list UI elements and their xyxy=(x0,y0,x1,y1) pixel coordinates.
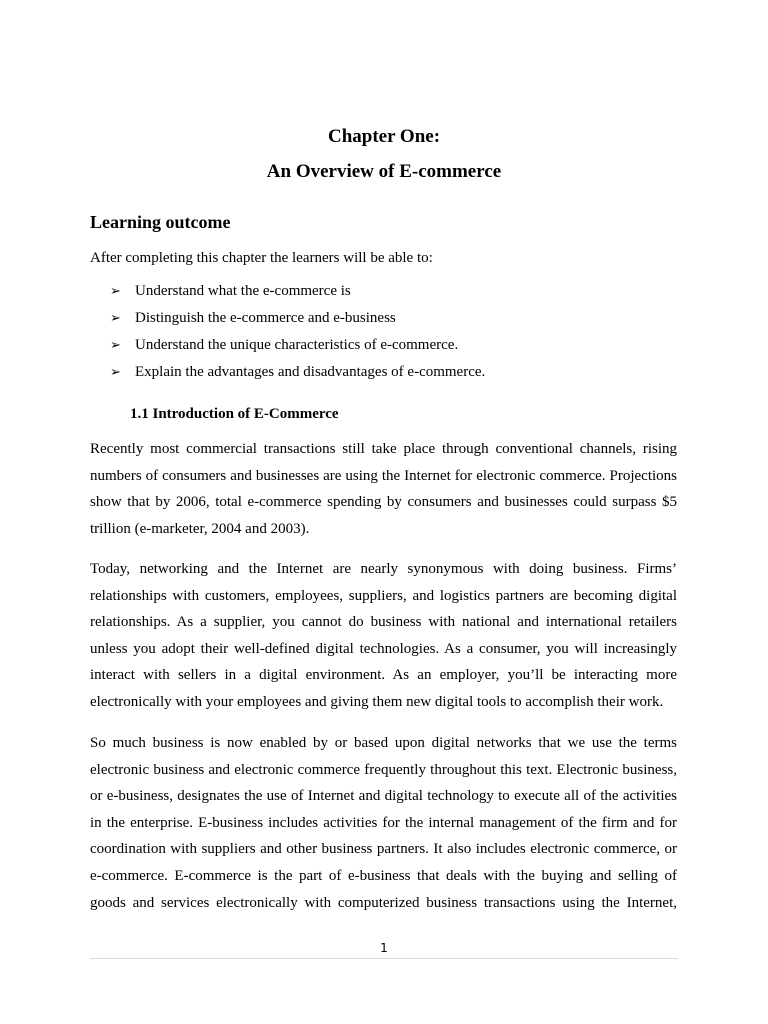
arrow-bullet-icon: ➢ xyxy=(110,365,121,380)
paragraph: Today, networking and the Internet are nearly synonymous with doing business. Firms’ relationships with customers, employees, suppliers, and logistics partners are becoming digital relationships. As a supplier, you cannot do business with national and international retailers unless you adopt their well-defined digital technologies. As a consumer, you will increasingly interact with sellers in a digital environment. As an employer, you’ll be interacting more electronically with your employees and giving them new digital tools to accomplish their work. xyxy=(90,561,677,710)
list-item-text: Understand what the e-commerce is xyxy=(135,283,351,299)
list-item xyxy=(110,337,485,364)
list-item-text: Understand the unique characteristics of e-commerce. xyxy=(135,337,459,353)
learning-outcome-intro: After completing this chapter the learners will be able to: xyxy=(90,250,433,266)
section-heading: 1.1 Introduction of E-Commerce xyxy=(130,406,339,422)
list-item xyxy=(110,310,485,337)
learning-outcome-list xyxy=(110,283,485,391)
paragraph: Recently most commercial transactions still take place through conventional channels, rising numbers of consumers and businesses are using the Internet for electronic commerce. Projections show that by 2006, total e-commerce spending by consumers and businesses could surpass $5 trillion (e-marketer, 2004 and 2003). xyxy=(90,441,677,537)
learning-outcome-heading: Learning outcome xyxy=(90,212,231,232)
chapter-title: Chapter One: xyxy=(327,126,441,147)
arrow-bullet-icon: ➢ xyxy=(110,338,121,353)
list-item xyxy=(110,364,485,391)
chapter-subtitle: An Overview of E-commerce xyxy=(266,161,502,182)
arrow-bullet-icon: ➢ xyxy=(110,311,121,326)
list-item xyxy=(110,283,485,310)
footer-divider xyxy=(90,958,678,959)
page-number: 1 xyxy=(380,941,388,955)
paragraph: So much business is now enabled by or based upon digital networks that we use the terms electronic business and electronic commerce frequently throughout this text. Electronic business, or e-business, designates the use of Internet and digital technology to execute all of the activities in the enterprise. E-business includes activities for the internal management of the firm and for coordination with suppliers and other business partners. It also includes electronic commerce, or e-commerce. E-commerce is the part of e-business that deals with the buying and selling of goods and services electronically with computerized business transactions using the Internet, xyxy=(90,735,677,911)
arrow-bullet-icon: ➢ xyxy=(110,284,121,299)
list-item-text: Explain the advantages and disadvantages of e-commerce. xyxy=(135,364,486,380)
list-item-text: Distinguish the e-commerce and e-business xyxy=(135,310,396,326)
